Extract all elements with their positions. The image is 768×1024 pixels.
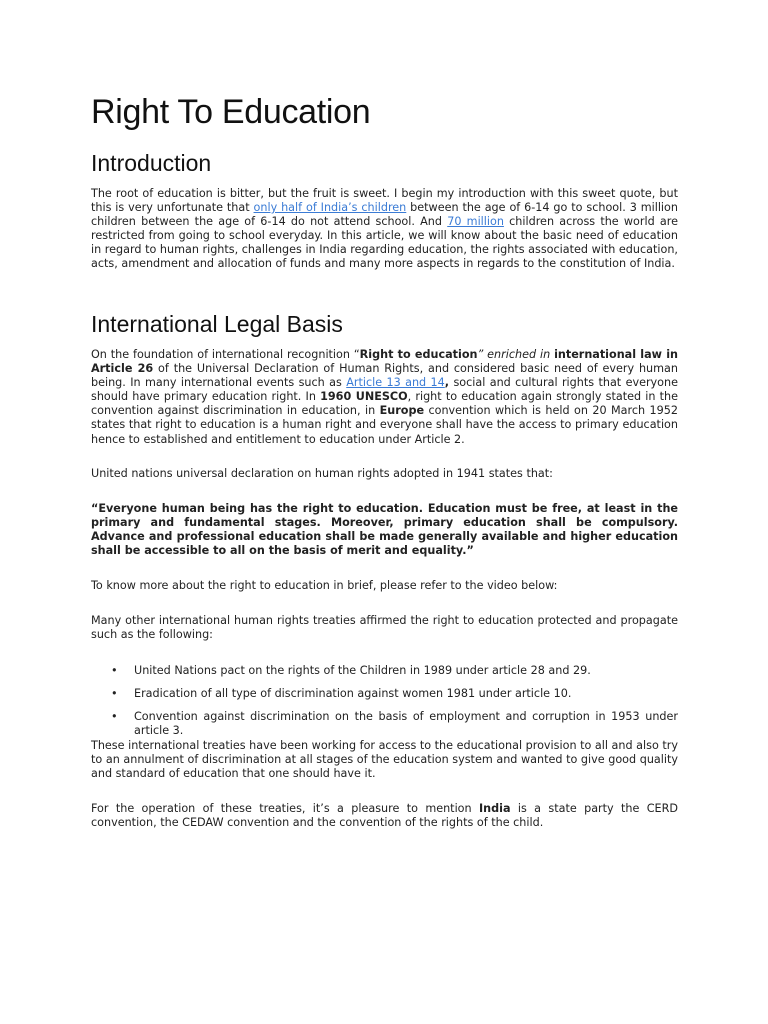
list-item [91, 664, 678, 678]
india-text-a: For the operation of these treaties, it’s a pleasure to mention [91, 802, 479, 815]
un-declaration-paragraph: United nations universal declaration on human rights adopted in 1941 states that: [91, 467, 553, 480]
list-item-text: Convention against discrimination on the basis of employment and corruption in 1953 under article 3. [134, 710, 678, 738]
legal-basis-paragraph [91, 348, 678, 447]
list-item [91, 710, 678, 738]
legal-text-k: convention which is held on 20 March 1952 states that right to education is a human right and everyone shall have the access to primary education hence to established and entitlement to education under Article 2. [91, 404, 679, 446]
india-bold: India [478, 802, 511, 815]
bullet-icon: • [111, 687, 118, 701]
list-item [91, 687, 678, 701]
page-title: Right To Education [91, 93, 371, 131]
declaration-quote: “Everyone human being has the right to education. Education must be free, at least in the primary and fundamental stages. Moreover, primary education shall be compulsory. Advance and professional education shall be made generally available and higher education shall be accessible to all on the basis of merit and equality.” [91, 502, 678, 558]
india-text-c: is a state party the CERD convention, the CEDAW convention and the convention of the rights of the child. [91, 802, 678, 830]
legal-text-g: social and cultural rights that everyone should have primary education right. In [91, 376, 678, 404]
seventy-million-link[interactable]: 70 million [447, 215, 504, 229]
india-party-paragraph [91, 802, 678, 830]
legal-bold-comma: , [444, 376, 450, 390]
video-reference-paragraph: To know more about the right to education in brief, please refer to the video below: [91, 579, 558, 592]
legal-bold-article-26: international law in Article 26 [91, 348, 679, 376]
legal-bold-right-to-education: Right to education [359, 348, 478, 361]
legal-basis-heading: International Legal Basis [91, 311, 343, 337]
bullet-icon: • [111, 710, 118, 724]
treaties-list [91, 664, 678, 738]
introduction-heading: Introduction [91, 150, 212, 176]
bullet-icon: • [111, 664, 118, 677]
treaties-intro-paragraph: Many other international human rights treaties affirmed the right to education protected and propagate such as the following: [91, 614, 678, 642]
legal-bold-1960-unesco: 1960 UNESCO [320, 390, 408, 404]
legal-text-a: On the foundation of international recognition “ [91, 348, 360, 361]
legal-text-i: , right to education again strongly stated in the convention against discrimination in education, in [91, 390, 678, 418]
treaties-effect-paragraph: These international treaties have been working for access to the educational provision to all and also try to an annulment of discrimination at all stages of the education system and wanted to give good quality and standard of education that one should have it. [91, 739, 678, 781]
list-item-text: Eradication of all type of discrimination against women 1981 under article 10. [134, 687, 572, 701]
intro-text-3: children across the world are restricted from going to school everyday. In this article, we will know about the basic need of education in regard to human rights, challenges in India regarding education, the rights associated with education, acts, amendment and allocation of funds and many more aspects in regards to the constitution of India. [91, 215, 678, 271]
article-13-14-link[interactable]: Article 13 and 14 [346, 376, 445, 390]
legal-bold-europe: Europe [379, 404, 425, 418]
india-children-link[interactable]: only half of India’s children [253, 201, 407, 215]
legal-text-e: of the Universal Declaration of Human Rights, and considered basic need of every human being. In many international events such as [91, 362, 678, 390]
list-item-text: United Nations pact on the rights of the Children in 1989 under article 28 and 29. [134, 664, 591, 677]
introduction-paragraph [91, 187, 678, 272]
legal-text-c: ” enriched in [477, 348, 555, 361]
intro-text-1: The root of education is bitter, but the fruit is sweet. I begin my introduction with this sweet quote, but this is very unfortunate that [91, 187, 678, 215]
intro-text-2: between the age of 6-14 go to school. 3 million children between the age of 6-14 do not attend school. And [91, 201, 678, 229]
